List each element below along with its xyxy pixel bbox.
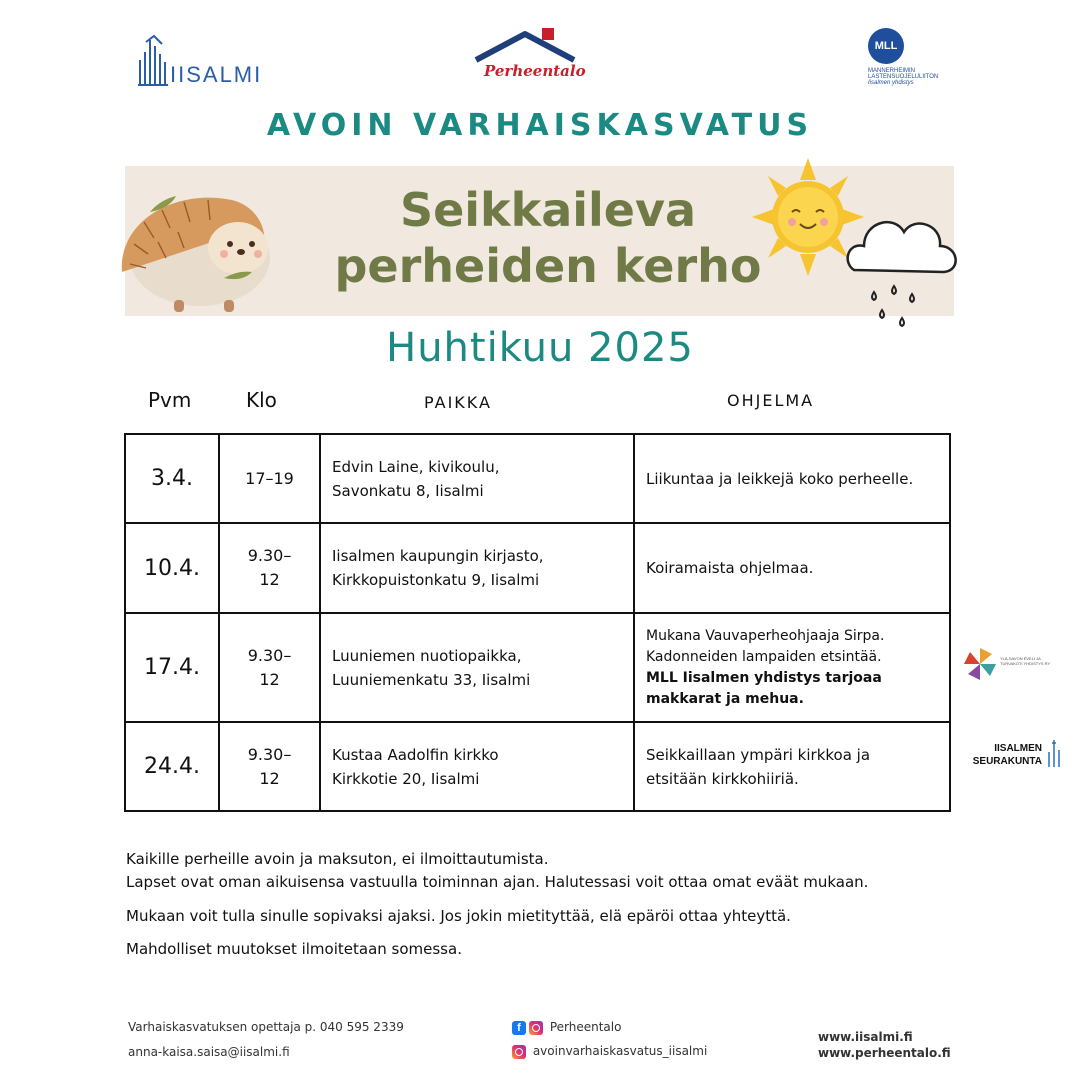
program-bold-line: makkarat ja mehua. — [646, 690, 804, 707]
date-cell: 17.4. — [125, 613, 219, 722]
date-cell: 10.4. — [125, 523, 219, 613]
ylasavon-logo-text: YLÄ-SAVON ÉVELI JA TURVAKOTI YHDISTYS RY — [1000, 656, 1051, 666]
mll-line3: Iisalmen yhdistys — [868, 80, 914, 86]
mll-logo-icon: MLL — [868, 28, 904, 64]
perheentalo-logo — [470, 26, 586, 86]
place-cell — [320, 434, 634, 523]
column-time: Klo — [246, 388, 277, 412]
info-line-1: Kaikille perheille avoin ja maksuton, ei ilmoittautumista. — [126, 850, 549, 868]
place-cell — [320, 722, 634, 811]
seurakunta-logo-text: IISALMEN SEURAKUNTA — [972, 743, 1042, 767]
table-row — [125, 722, 950, 811]
footer-web-2[interactable]: www.perheentalo.fi — [818, 1046, 951, 1060]
banner-title — [318, 182, 778, 294]
ylasavon-logo — [962, 646, 1072, 686]
date-cell: 24.4. — [125, 722, 219, 811]
info-line-2: Lapset ovat oman aikuisensa vastuulla toiminnan ajan. Halutessasi voit ottaa omat eväät mukaan. — [126, 873, 869, 891]
place-line: Luuniemen nuotiopaikka, — [332, 646, 522, 665]
program-line: Kadonneiden lampaiden etsintää. — [646, 648, 882, 665]
info-line-3: Mukaan voit tulla sinulle sopivaksi ajaksi. Jos jokin mietityttää, elä epäröi ottaa yhteyttä. — [126, 907, 791, 925]
facebook-icon: f — [512, 1021, 526, 1035]
program-cell — [634, 434, 950, 523]
program-bold-line: MLL Iisalmen yhdistys tarjoaa — [646, 669, 882, 686]
footer-social-2[interactable] — [512, 1044, 707, 1059]
banner-title-line1: Seikkaileva — [399, 183, 697, 237]
month-title: Huhtikuu 2025 — [386, 325, 694, 371]
column-date: Pvm — [148, 388, 192, 412]
program-line: Koiramaista ohjelmaa. — [646, 559, 814, 577]
program-cell — [634, 722, 950, 811]
column-program: OHJELMA — [727, 391, 815, 410]
place-line: Iisalmen kaupungin kirjasto, — [332, 547, 544, 565]
footer-teacher: Varhaiskasvatuksen opettaja p. 040 595 2339 — [128, 1020, 404, 1034]
mll-logo — [866, 28, 956, 90]
date-cell: 3.4. — [125, 434, 219, 523]
mll-line1: MANNERHEIMIN — [868, 68, 916, 74]
hedgehog-icon — [114, 182, 274, 316]
info-line-4: Mahdolliset muutokset ilmoitetaan somessa. — [126, 940, 462, 958]
iisalmi-logo — [136, 32, 276, 88]
place-line: Edvin Laine, kivikoulu, — [332, 457, 500, 476]
page-heading: AVOIN VARHAISKASVATUS — [266, 108, 814, 143]
perheentalo-logo-text: Perheentalo — [484, 62, 586, 80]
seurakunta-logo — [962, 738, 1072, 770]
program-line: Liikuntaa ja leikkejä koko perheelle. — [646, 469, 914, 488]
time-cell: 9.30– 12 — [219, 722, 320, 811]
pinwheel-icon — [962, 646, 998, 682]
place-line: Kirkkopuistonkatu 9, Iisalmi — [332, 571, 540, 589]
column-place: PAIKKA — [424, 393, 492, 412]
table-row — [125, 434, 950, 523]
place-line: Kustaa Aadolfin kirkko — [332, 745, 499, 764]
table-row — [125, 523, 950, 613]
program-cell — [634, 523, 950, 613]
church-icon — [1046, 738, 1062, 768]
time-cell: 9.30– 12 — [219, 523, 320, 613]
house-roof-icon — [470, 26, 580, 66]
place-line: Kirkkotie 20, Iisalmi — [332, 769, 480, 788]
schedule-table — [124, 433, 951, 812]
program-line: Seikkaillaan ympäri kirkkoa ja — [646, 745, 871, 764]
program-cell — [634, 613, 950, 722]
footer-web-1[interactable]: www.iisalmi.fi — [818, 1030, 913, 1044]
footer-email[interactable]: anna-kaisa.saisa@iisalmi.fi — [128, 1045, 290, 1059]
table-row — [125, 613, 950, 722]
place-line: Savonkatu 8, Iisalmi — [332, 481, 484, 500]
social-2-text: avoinvarhaiskasvatus_iisalmi — [532, 1044, 708, 1058]
place-cell — [320, 523, 634, 613]
program-line: Mukana Vauvaperheohjaaja Sirpa. — [646, 627, 885, 644]
place-line: Luuniemenkatu 33, Iisalmi — [332, 670, 531, 689]
iisalmi-logo-text: IISALMI — [170, 62, 263, 87]
instagram-icon — [529, 1021, 543, 1035]
instagram-icon — [512, 1045, 526, 1059]
time-cell: 9.30– 12 — [219, 613, 320, 722]
banner-title-line2: perheiden kerho — [334, 239, 762, 293]
program-line: etsitään kirkkohiiriä. — [646, 769, 799, 788]
time-cell: 17–19 — [219, 434, 320, 523]
footer-social-1[interactable] — [512, 1020, 621, 1035]
iisalmi-logo-icon — [136, 32, 170, 88]
mll-line2: LASTENSUOJELULIITON — [868, 74, 939, 80]
place-cell — [320, 613, 634, 722]
social-1-text: Perheentalo — [549, 1020, 622, 1034]
